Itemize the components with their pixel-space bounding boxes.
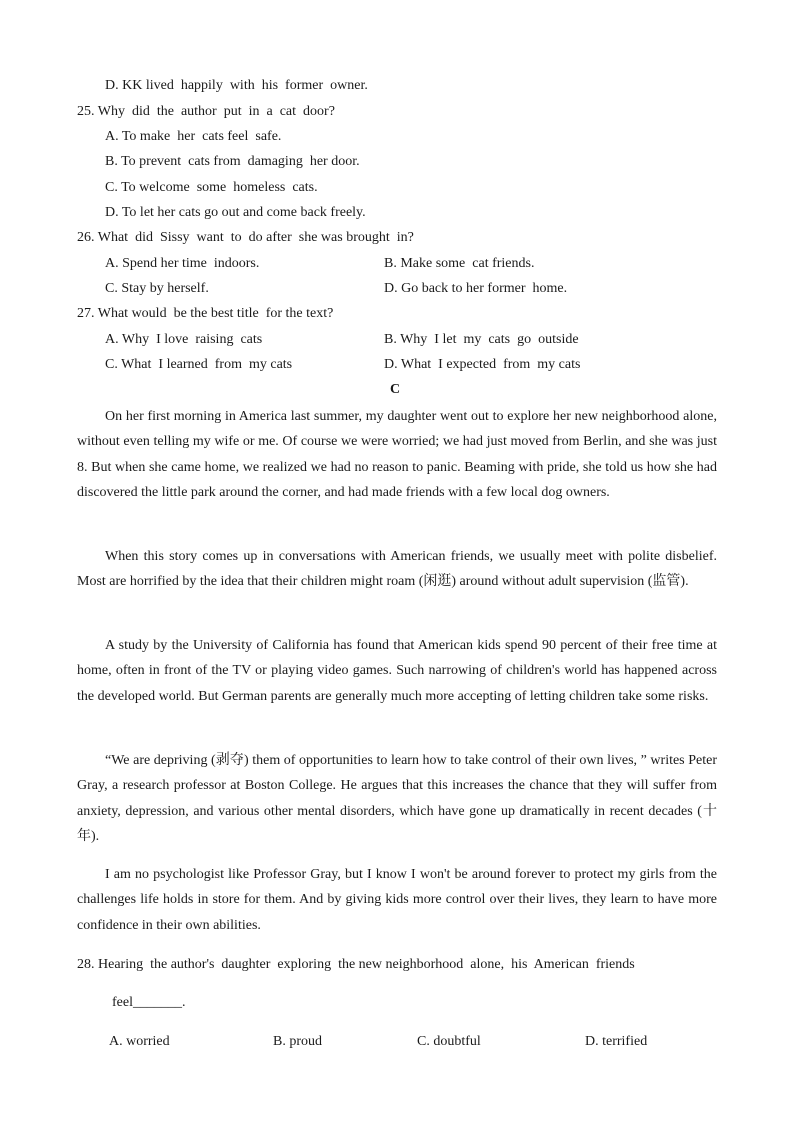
passage-paragraph-4-text: “We are depriving (剥夺) them of opportunities to learn how to take control of their own lives, ” writes Peter Gray, a research professor at Boston College. He argues that this increases the chance that they will suffer from anxiety, depression, and various other mental disorders, which have gone up dramatically in recent decades (十年). — [77, 753, 717, 844]
passage-paragraph-5 — [77, 862, 717, 938]
q27-option-c: C. What I learned from my cats — [105, 357, 293, 372]
q25-option-b: B. To prevent cats from damaging her door. — [105, 154, 360, 169]
q25-question: 25. Why did the author put in a cat door? — [77, 104, 335, 119]
q25-option-a: A. To make her cats feel safe. — [105, 129, 282, 144]
q24-option-d: D. KK lived happily with his former owner. — [105, 78, 368, 93]
q26-option-b: B. Make some cat friends. — [384, 256, 535, 271]
passage-paragraph-3 — [77, 633, 717, 709]
q27-option-a: A. Why I love raising cats — [105, 332, 263, 347]
q28-option-a: A. worried — [109, 1034, 170, 1049]
q26-option-a: A. Spend her time indoors. — [105, 256, 260, 271]
q28-option-d: D. terrified — [585, 1034, 648, 1049]
passage-paragraph-3-text: A study by the University of California has found that American kids spend 90 percent of their free time at home, often in front of the TV or playing video games. Such narrowing of children's world has happened across the developed world. But German parents are generally much more accepting of letting children take some risks. — [77, 638, 717, 704]
passage-paragraph-4 — [77, 748, 717, 849]
q27-option-d: D. What I expected from my cats — [384, 357, 581, 372]
q28-question-line2: feel_______. — [112, 995, 186, 1010]
passage-paragraph-5-text: I am no psychologist like Professor Gray, but I know I won't be around forever to protect my girls from the challenges life holds in store for them. And by giving kids more control over their lives, they learn to have more confidence in their own abilities. — [77, 867, 717, 933]
q26-option-d: D. Go back to her former home. — [384, 281, 568, 296]
q26-question: 26. What did Sissy want to do after she was brought in? — [77, 230, 414, 245]
q28-question-line1: 28. Hearing the author's daughter exploring the new neighborhood alone, his American friends — [77, 957, 635, 972]
passage-c-heading: C — [390, 382, 401, 397]
passage-paragraph-2 — [77, 544, 717, 595]
q25-option-c: C. To welcome some homeless cats. — [105, 180, 318, 195]
passage-paragraph-2-text: When this story comes up in conversations with American friends, we usually meet with polite disbelief. Most are horrified by the idea that their children might roam (闲逛) around without adult supervision (监管). — [77, 549, 717, 590]
q25-option-d: D. To let her cats go out and come back freely. — [105, 205, 366, 220]
q28-option-b: B. proud — [273, 1034, 322, 1049]
q28-option-c: C. doubtful — [417, 1034, 481, 1049]
q26-option-c: C. Stay by herself. — [105, 281, 209, 296]
q27-option-b: B. Why I let my cats go outside — [384, 332, 579, 347]
passage-paragraph-1-text: On her first morning in America last summer, my daughter went out to explore her new neighborhood alone, without even telling my wife or me. Of course we were worried; we had just moved from Berlin, and she was just 8. But when she came home, we realized we had no reason to panic. Beaming with pride, she told us how she had discovered the little park around the corner, and had made friends with a few local dog owners. — [77, 409, 717, 500]
q27-question: 27. What would be the best title for the text? — [77, 306, 334, 321]
passage-paragraph-1 — [77, 404, 717, 505]
